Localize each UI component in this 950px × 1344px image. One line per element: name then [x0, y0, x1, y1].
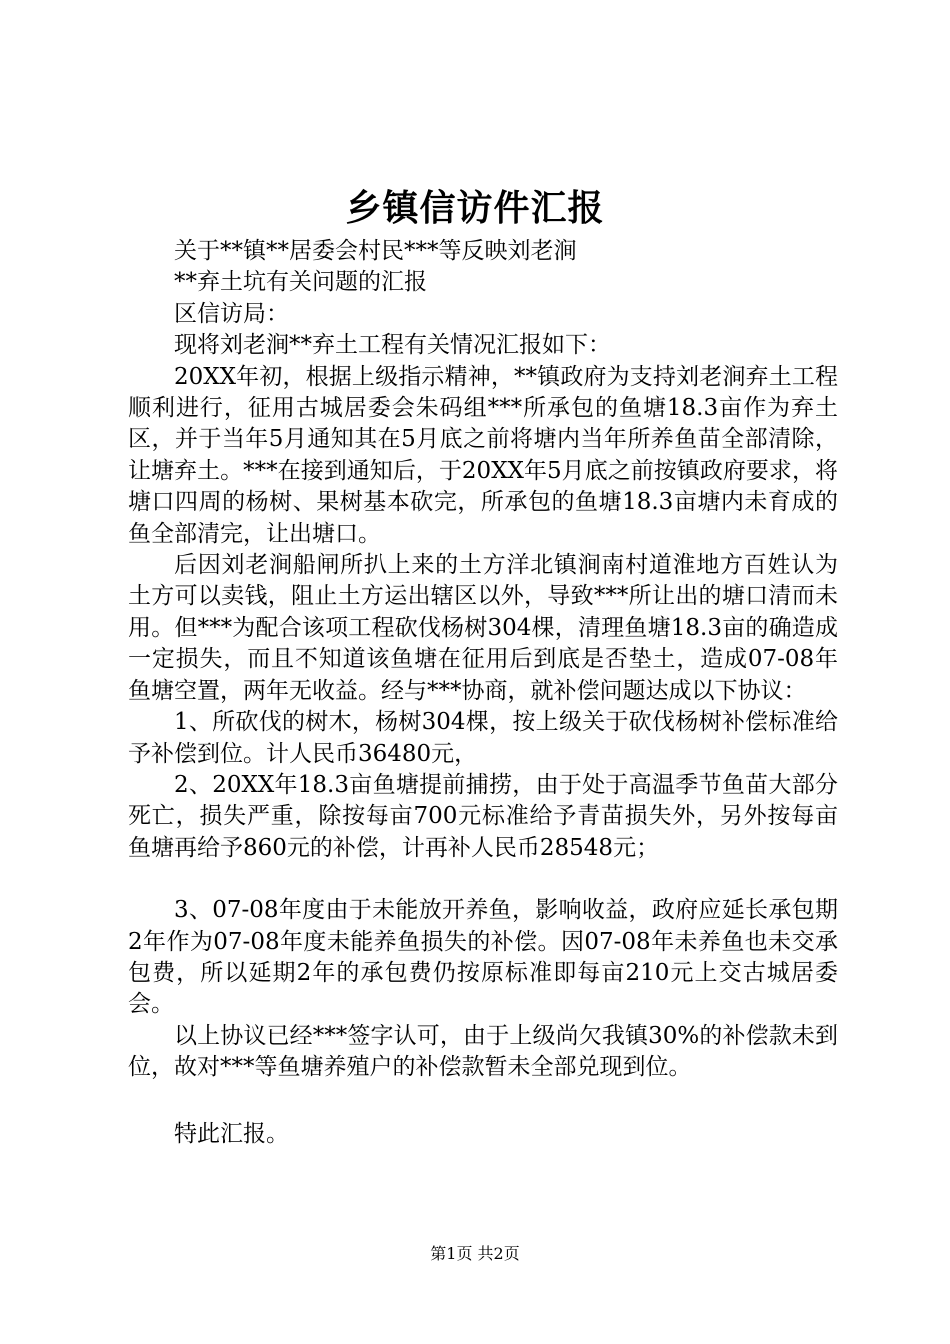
closing-line: 特此汇报。: [174, 1120, 289, 1147]
document-title: 乡镇信访件汇报: [345, 187, 605, 229]
recipient-line: 区信访局：: [174, 300, 289, 327]
subject-line-1: 关于**镇**居委会村民***等反映刘老涧: [174, 238, 577, 264]
intro-paragraph: 现将刘老涧**弃土工程有关情况汇报如下：: [174, 332, 611, 359]
agreement-item-3: 3、07-08年度由于未能放开养鱼，影响收益，政府应延长承包期2年作为07-08年度未能养鱼损失的补偿。因07-08年未养鱼也未交承包费，所以延期2年的承包费仍按原标准即每亩210元上交古城居委会。: [128, 897, 838, 1018]
agreement-item-2: 2、20XX年18.3亩鱼塘提前捕捞，由于处于高温季节鱼苗大部分死亡，损失严重，除按每亩700元标准给予青苗损失外，另外按每亩鱼塘再给予860元的补偿，计再补人民币28548元；: [128, 771, 838, 861]
background-paragraph: 20XX年初，根据上级指示精神，**镇政府为支持刘老涧弃土工程顺利进行，征用古城居委会朱码组***所承包的鱼塘18.3亩作为弃土区，并于当年5月通知其在5月底之前将塘内当年所养鱼苗全部清除，让塘弃土。***在接到通知后，于20XX年5月底之前按镇政府要求，将塘口四周的杨树、果树基本砍完，所承包的鱼塘18.3亩塘内未育成的鱼全部清完，让出塘口。: [128, 363, 838, 547]
situation-paragraph: 后因刘老涧船闸所扒上来的土方洋北镇涧南村道淮地方百姓认为土方可以卖钱，阻止土方运出辖区以外，导致***所让出的塘口清而未用。但***为配合该项工程砍伐杨树304棵，清理鱼塘18.3亩的确造成一定损失，而且不知道该鱼塘在征用后到底是否垫土，造成07-08年鱼塘空置，两年无收益。经与***协商，就补偿问题达成以下协议：: [128, 552, 838, 704]
agreement-item-1: 1、所砍伐的树木，杨树304棵，按上级关于砍伐杨树补偿标准给予补偿到位。计人民币36480元，: [128, 709, 838, 767]
page-number-footer: 第1页 共2页: [430, 1244, 520, 1263]
document-body: [128, 236, 838, 1150]
status-paragraph: 以上协议已经***签字认可，由于上级尚欠我镇30%的补偿款未到位，故对***等鱼塘养殖户的补偿款暂未全部兑现到位。: [128, 1022, 838, 1081]
subject-line-2: **弃土坑有关问题的汇报: [174, 269, 427, 296]
